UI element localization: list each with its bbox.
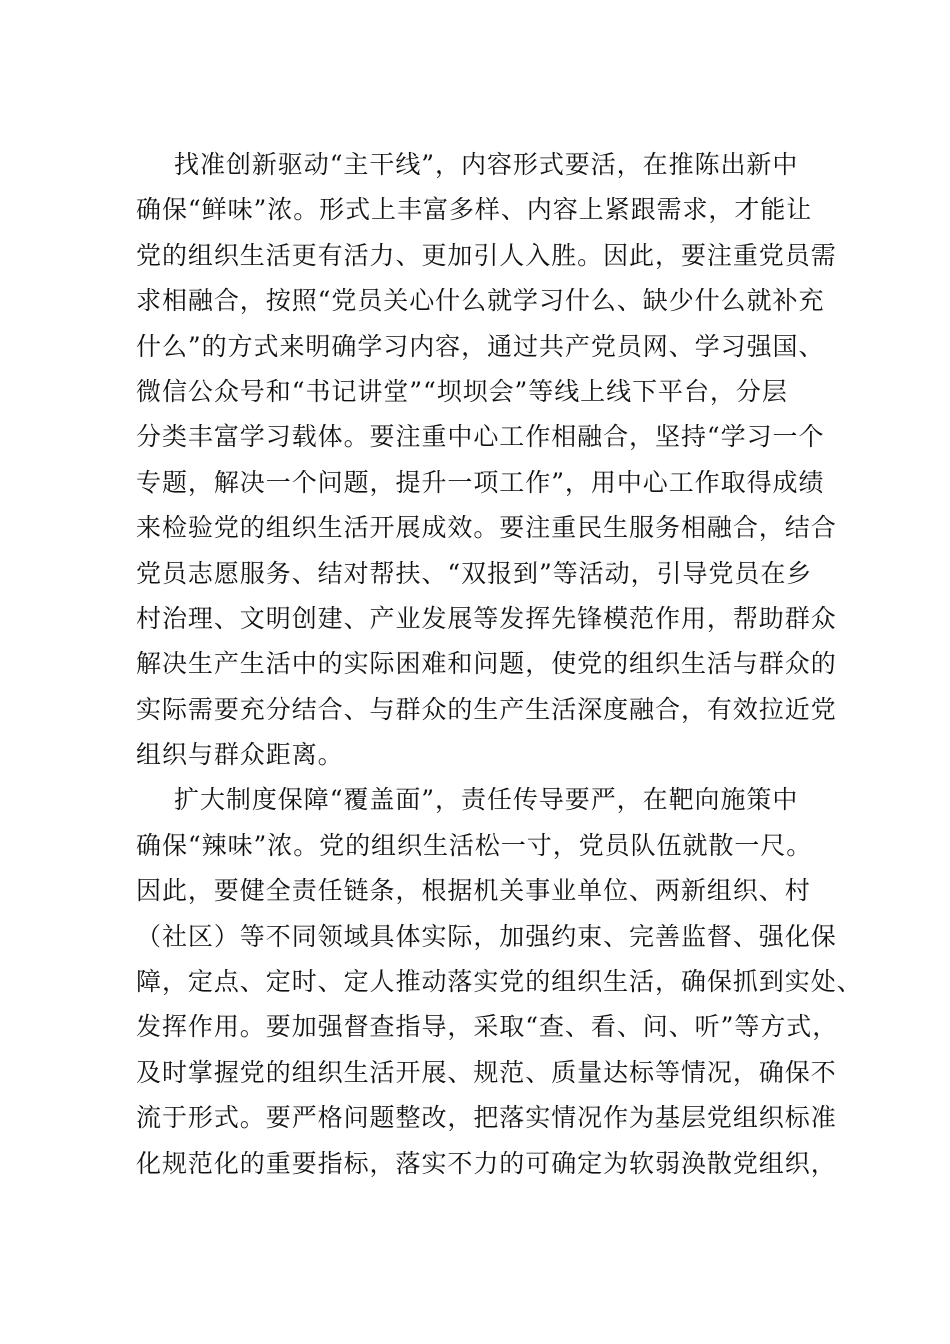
text-line: 确保“鲜味”浓。形式上丰富多样、内容上紧跟需求，才能让 [136, 195, 813, 225]
text-line: 专题，解决一个问题，提升一项工作”，用中心工作取得成绩 [136, 467, 825, 497]
text-line: 扩大制度保障“覆盖面”，责任传导要严，在靶向施策中 [174, 785, 799, 815]
text-line: 化规范化的重要指标，落实不力的可确定为软弱涣散党组织， [136, 1148, 837, 1178]
text-line: 分类丰富学习载体。要注重中心工作相融合，坚持“学习一个 [136, 422, 825, 452]
text-line: 实际需要充分结合、与群众的生产生活深度融合，有效拉近党 [136, 694, 837, 724]
paragraph-2 [136, 777, 863, 1186]
document-body [136, 142, 863, 1186]
text-line: 村治理、文明创建、产业发展等发挥先锋模范作用，帮助群众 [136, 603, 837, 633]
text-line: 发挥作用。要加强督查指导，采取“查、看、问、听”等方式， [136, 1012, 839, 1042]
text-line: 什么”的方式来明确学习内容，通过共产党员网、学习强国、 [136, 331, 825, 361]
text-line: 解决生产生活中的实际困难和问题，使党的组织生活与群众的 [136, 649, 837, 679]
text-line: 求相融合，按照“党员关心什么就学习什么、缺少什么就补充 [136, 286, 825, 316]
text-line: 确保“辣味”浓。党的组织生活松一寸，党员队伍就散一尺。 [136, 830, 813, 860]
text-line: 微信公众号和“书记讲堂”“坝坝会”等线上线下平台，分层 [136, 376, 788, 406]
text-line: 组织与群众距离。 [136, 740, 344, 770]
text-line: 党的组织生活更有活力、更加引人入胜。因此，要注重党员需 [136, 240, 837, 270]
text-line: 党员志愿服务、结对帮扶、“双报到”等活动，引导党员在乡 [136, 558, 813, 588]
text-line: 来检验党的组织生活开展成效。要注重民生服务相融合，结合 [136, 513, 837, 543]
text-line: 因此，要健全责任链条，根据机关事业单位、两新组织、村 [136, 876, 811, 906]
text-line: 障，定点、定时、定人推动落实党的组织生活，确保抓到实处、 [136, 967, 863, 997]
text-line: 找准创新驱动“主干线”，内容形式要活，在推陈出新中 [174, 150, 799, 179]
text-line: 流于形式。要严格问题整改，把落实情况作为基层党组织标准 [136, 1103, 837, 1133]
paragraph-1 [136, 142, 837, 777]
text-line: 及时掌握党的组织生活开展、规范、质量达标等情况，确保不 [136, 1057, 837, 1087]
text-line: （社区）等不同领域具体实际，加强约束、完善监督、强化保 [136, 921, 837, 951]
